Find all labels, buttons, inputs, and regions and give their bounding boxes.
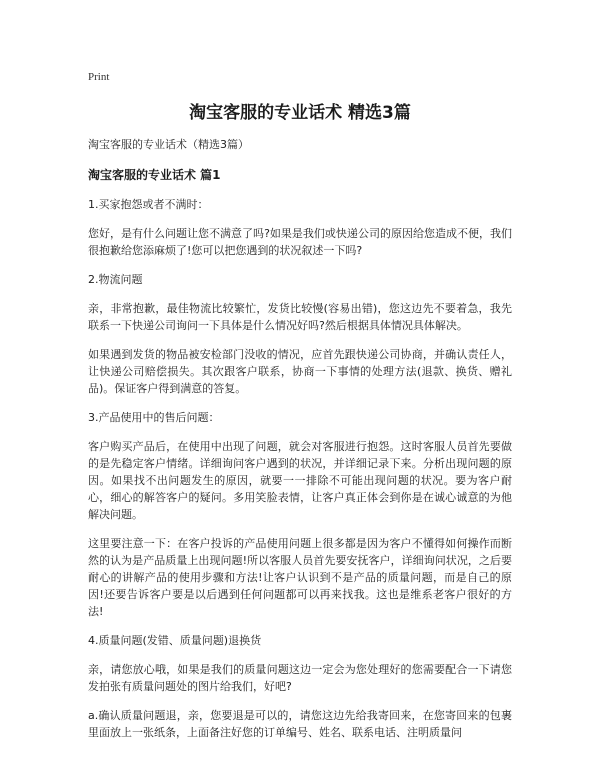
document-body (88, 196, 512, 741)
section-heading: 1.买家抱怨或者不满时： (88, 198, 209, 211)
paragraph: 亲，非常抱歉，最佳物流比较繁忙，发货比较慢(容易出错)，您这边先不要着急，我先联系一下快递公司询问一下具体是什么情况好吗?然后根据具体情况具体解决。 (88, 302, 512, 332)
paragraph: 这里要注意一下：在客户投诉的产品使用问题上很多都是因为客户不懂得如何操作而断然的认为是产品质量上出现问题!所以客服人员首先要安抚客户，详细询问状况，之后要耐心的讲解产品的使用步骤和方法!让客户认识到不是产品的质量问题，而是自己的原因!还要告诉客户要是以后遇到任何问题都可以再来找我。这也是维系老客户很好的方法! (88, 537, 512, 618)
section-heading: 2.物流问题 (88, 273, 143, 286)
paragraph: 客户购买产品后，在使用中出现了问题，就会对客服进行抱怨。这时客服人员首先要做的是先稳定客户情绪。详细询问客户遇到的状况，并详细记录下来。分析出现问题的原因。如果找不出问题发生的原因，就要一一排除不可能出现问题的状况。要为客户耐心，细心的解答客户的疑问。多用笑脸表情，让客户真正体会到你是在诚心诚意的为他解决问题。 (88, 440, 512, 521)
print-label[interactable]: Print (88, 71, 110, 83)
paragraph: a.确认质量问题退，亲，您要退是可以的，请您这边先给我寄回来，在您寄回来的包裹里面放上一张纸条，上面备注好您的订单编号、姓名、联系电话、注明质量问 (88, 709, 512, 739)
section-title: 淘宝客服的专业话术 篇1 (88, 168, 221, 182)
paragraph: 亲，请您放心哦，如果是我们的质量问题这边一定会为您处理好的您需要配合一下请您发拍张有质量问题处的图片给我们，好吧? (88, 663, 512, 693)
section-heading: 3.产品使用中的售后问题： (88, 411, 220, 424)
paragraph: 您好，是有什么问题让您不满意了吗?如果是我们或快递公司的原因给您造成不便，我们很抱歉给您添麻烦了!您可以把您遇到的状况叙述一下吗? (88, 227, 512, 257)
section-heading: 4.质量问题(发错、质量问题)退换货 (88, 634, 262, 647)
document-subtitle: 淘宝客服的专业话术（精选3篇） (88, 138, 249, 151)
document-title: 淘宝客服的专业话术 精选3篇 (189, 103, 411, 123)
paragraph: 如果遇到发货的物品被安检部门没收的情况，应首先跟快递公司协商，并确认责任人，让快递公司赔偿损失。其次跟客户联系，协商一下事情的处理方法(退款、换货、赠礼品)。保证客户得到满意的答复。 (88, 348, 512, 395)
